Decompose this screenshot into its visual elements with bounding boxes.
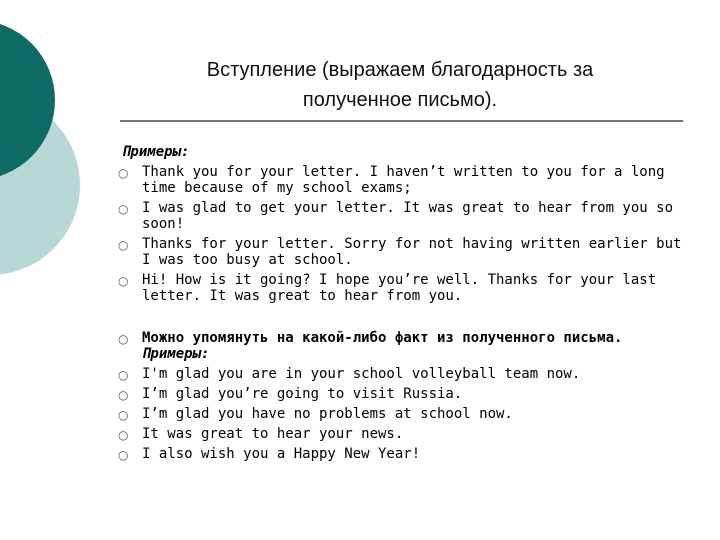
- list-item-lead: ○ Можно упомянуть на какой-либо факт из полученного письма. Примеры:: [118, 330, 623, 362]
- ring-bullet-icon: ○: [118, 388, 129, 402]
- ring-bullet-icon: ○: [118, 274, 129, 288]
- decorative-circles: [0, 0, 110, 290]
- ring-bullet-icon: ○: [118, 428, 129, 442]
- list-item: ○ I also wish you a Happy New Year!: [118, 446, 421, 462]
- list-item: ○ It was great to hear your news.: [118, 426, 404, 442]
- ring-bullet-icon: ○: [118, 448, 129, 462]
- ring-bullet-icon: ○: [118, 166, 129, 180]
- slide-title: [130, 55, 670, 115]
- list-item: ○ Thanks for your letter. Sorry for not having written earlier but I was too busy at school.: [118, 236, 682, 268]
- ring-bullet-icon: ○: [118, 202, 129, 216]
- examples-list: [112, 164, 692, 304]
- title-line-1: Вступление (выражаем благодарность за: [206, 59, 594, 81]
- title-divider: [120, 120, 683, 122]
- list-item: ○ I was glad to get your letter. It was great to hear from you so soon!: [118, 200, 674, 232]
- list-item: ○ Thank you for your letter. I haven’t written to you for a long time because of my school exams;: [118, 164, 665, 196]
- examples-heading: Примеры:: [122, 144, 190, 160]
- list-item: ○ I’m glad you have no problems at school now.: [118, 406, 513, 422]
- ring-bullet-icon: ○: [118, 332, 129, 346]
- ring-bullet-icon: ○: [118, 408, 129, 422]
- list-item: ○ I’m glad you’re going to visit Russia.: [118, 386, 463, 402]
- ring-bullet-icon: ○: [118, 238, 129, 252]
- ring-bullet-icon: ○: [118, 368, 129, 382]
- slide-body: [112, 144, 692, 466]
- facts-list: [112, 330, 692, 462]
- list-item: ○ I'm glad you are in your school volleyball team now.: [118, 366, 581, 382]
- title-line-2: полученное письмо).: [302, 89, 498, 111]
- list-item: ○ Hi! How is it going? I hope you’re well. Thanks for your last letter. It was great to hear from you.: [118, 272, 657, 304]
